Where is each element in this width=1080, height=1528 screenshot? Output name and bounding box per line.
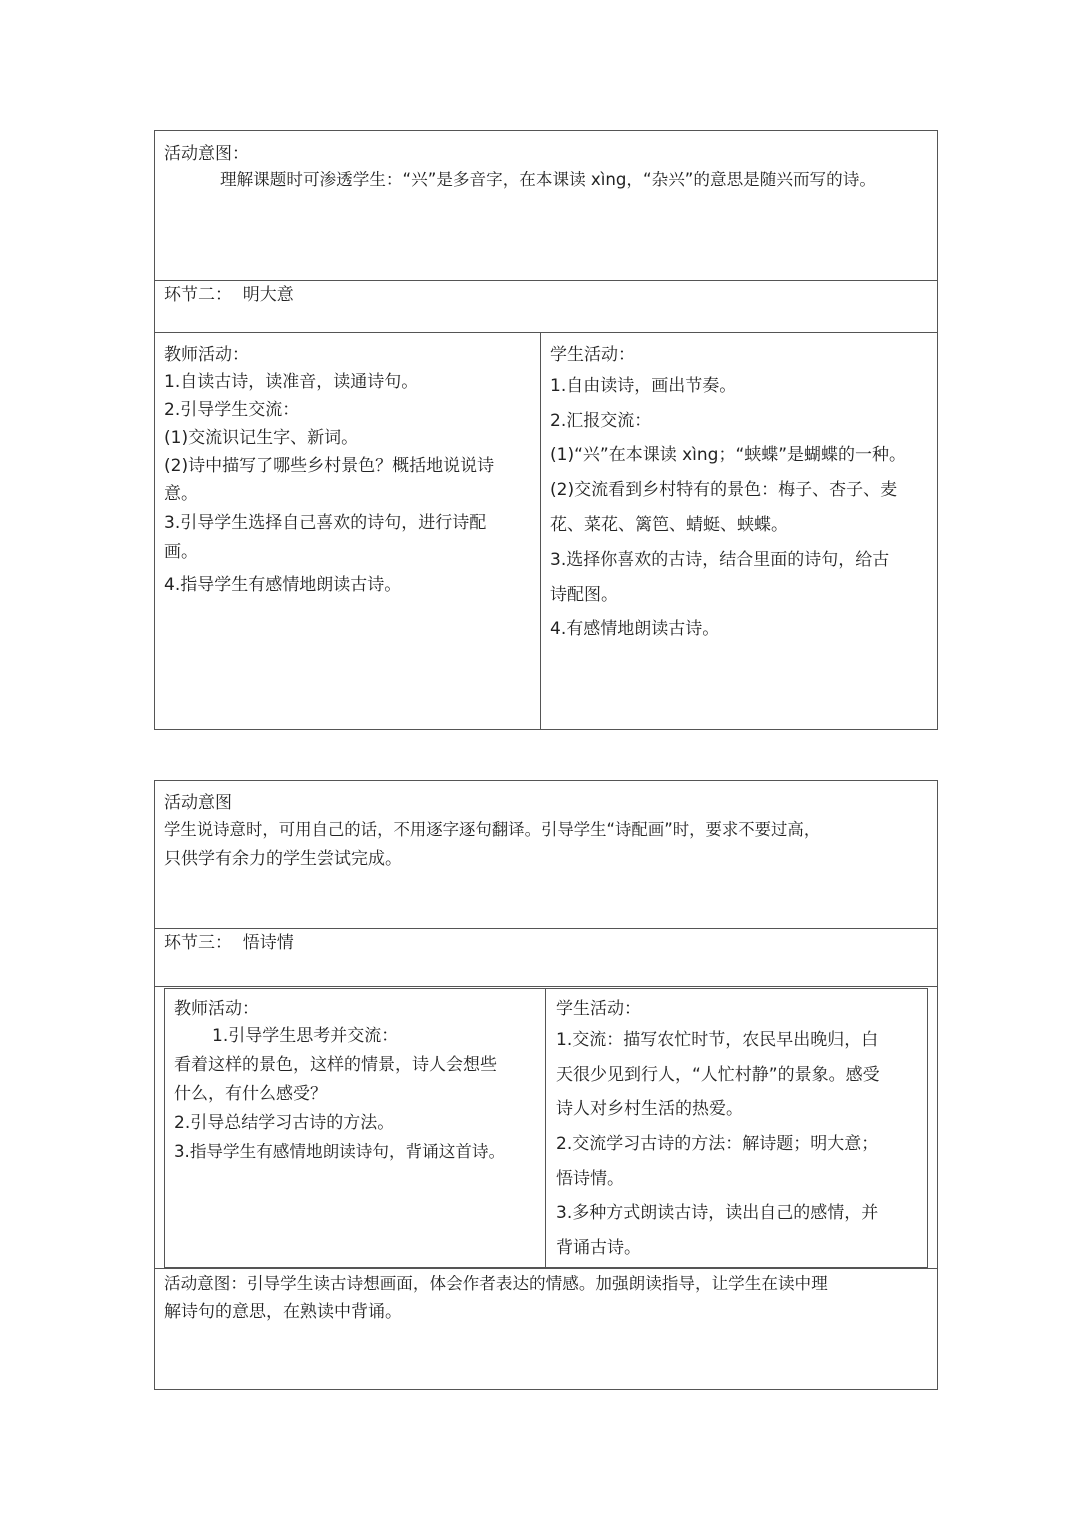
student-activity-line: 3.多种方式朗读古诗，读出自己的感情，并 xyxy=(556,1203,879,1223)
student-activity-line: 背诵古诗。 xyxy=(556,1238,641,1258)
teacher-activity-title: 教师活动： xyxy=(164,345,249,365)
student-activity-line: (1)“兴”在本课读 xìng；“蛱蝶”是蝴蝶的一种。 xyxy=(550,445,907,465)
teacher-activity-line: 什么，有什么感受？ xyxy=(174,1084,327,1104)
student-activity-line: 诗人对乡村生活的热爱。 xyxy=(556,1099,743,1119)
activity-intent-line: 只供学有余力的学生尝试完成。 xyxy=(164,849,402,869)
teacher-activity-line: 2.引导总结学习古诗的方法。 xyxy=(174,1113,395,1133)
table-1-column-divider xyxy=(540,332,541,730)
teacher-activity-title-2: 教师活动： xyxy=(174,999,259,1019)
teacher-activity-line: 3.引导学生选择自己喜欢的诗句，进行诗配 xyxy=(164,513,487,533)
student-activity-line: 1.自由读诗，画出节奏。 xyxy=(550,376,737,396)
student-activity-line: 2.交流学习古诗的方法：解诗题；明大意； xyxy=(556,1134,879,1154)
final-intent-line: 解诗句的意思，在熟读中背诵。 xyxy=(164,1302,402,1322)
student-activity-title: 学生活动： xyxy=(550,345,635,365)
section-2-heading: 环节二： 明大意 xyxy=(164,285,294,305)
teacher-activity-line: 1.引导学生思考并交流： xyxy=(212,1026,399,1046)
teacher-activity-line: 画。 xyxy=(164,542,198,562)
table-1-divider-2 xyxy=(154,332,938,333)
teacher-activity-line: 4.指导学生有感情地朗读古诗。 xyxy=(164,575,402,595)
teacher-activity-line: 2.引导学生交流： xyxy=(164,400,300,420)
activity-intent-cell xyxy=(164,142,929,194)
table-2-column-divider xyxy=(545,988,546,1268)
student-activity-cell xyxy=(550,342,932,647)
teacher-activity-cell-2 xyxy=(174,996,542,1166)
teacher-activity-line: (1)交流识记生字、新词。 xyxy=(164,428,359,448)
student-activity-title-2: 学生活动： xyxy=(556,999,641,1019)
student-activity-line: 悟诗情。 xyxy=(556,1169,624,1189)
student-activity-line: 诗配图。 xyxy=(550,585,618,605)
activity-intent-line: 学生说诗意时，可用自己的话，不用逐字逐句翻译。引导学生“诗配画”时，要求不要过高， xyxy=(164,820,821,839)
student-activity-line: 4.有感情地朗读古诗。 xyxy=(550,619,720,639)
student-activity-line: 3.选择你喜欢的古诗，结合里面的诗句，给古 xyxy=(550,550,890,570)
activity-intent-title: 活动意图： xyxy=(164,144,249,164)
table-2-divider-3 xyxy=(154,1268,938,1269)
teacher-activity-line: 看着这样的景色，这样的情景，诗人会想些 xyxy=(174,1055,497,1075)
table-2-divider-2 xyxy=(154,986,938,987)
activity-intent-cell-2 xyxy=(164,790,929,874)
student-activity-line: 花、菜花、篱笆、蜻蜓、蛱蝶。 xyxy=(550,515,788,535)
teacher-activity-line: (2)诗中描写了哪些乡村景色？概括地说说诗 xyxy=(164,456,495,476)
final-intent-line: 活动意图：引导学生读古诗想画面，体会作者表达的情感。加强朗读指导，让学生在读中理 xyxy=(164,1274,828,1293)
table-1-divider-1 xyxy=(154,280,938,281)
student-activity-line: 1.交流：描写农忙时节，农民早出晚归，白 xyxy=(556,1030,879,1050)
teacher-activity-cell xyxy=(164,342,534,604)
section-3-heading: 环节三： 悟诗情 xyxy=(164,933,294,953)
student-activity-cell-2 xyxy=(556,996,924,1265)
teacher-activity-line: 1.自读古诗，读准音，读通诗句。 xyxy=(164,372,419,392)
activity-intent-body: 理解课题时可渗透学生：“兴”是多音字，在本课读 xìng，“杂兴”的意思是随兴而写的诗。 xyxy=(220,170,876,189)
teacher-activity-line: 3.指导学生有感情地朗读诗句，背诵这首诗。 xyxy=(174,1142,506,1161)
final-intent-cell xyxy=(164,1270,934,1326)
student-activity-line: 2.汇报交流： xyxy=(550,411,652,431)
table-2-divider-1 xyxy=(154,928,938,929)
student-activity-line: 天很少见到行人，“人忙村静”的景象。感受 xyxy=(556,1065,880,1085)
activity-intent-title-2: 活动意图 xyxy=(164,793,232,813)
teacher-activity-line: 意。 xyxy=(164,484,198,504)
student-activity-line: (2)交流看到乡村特有的景色：梅子、杏子、麦 xyxy=(550,480,898,500)
